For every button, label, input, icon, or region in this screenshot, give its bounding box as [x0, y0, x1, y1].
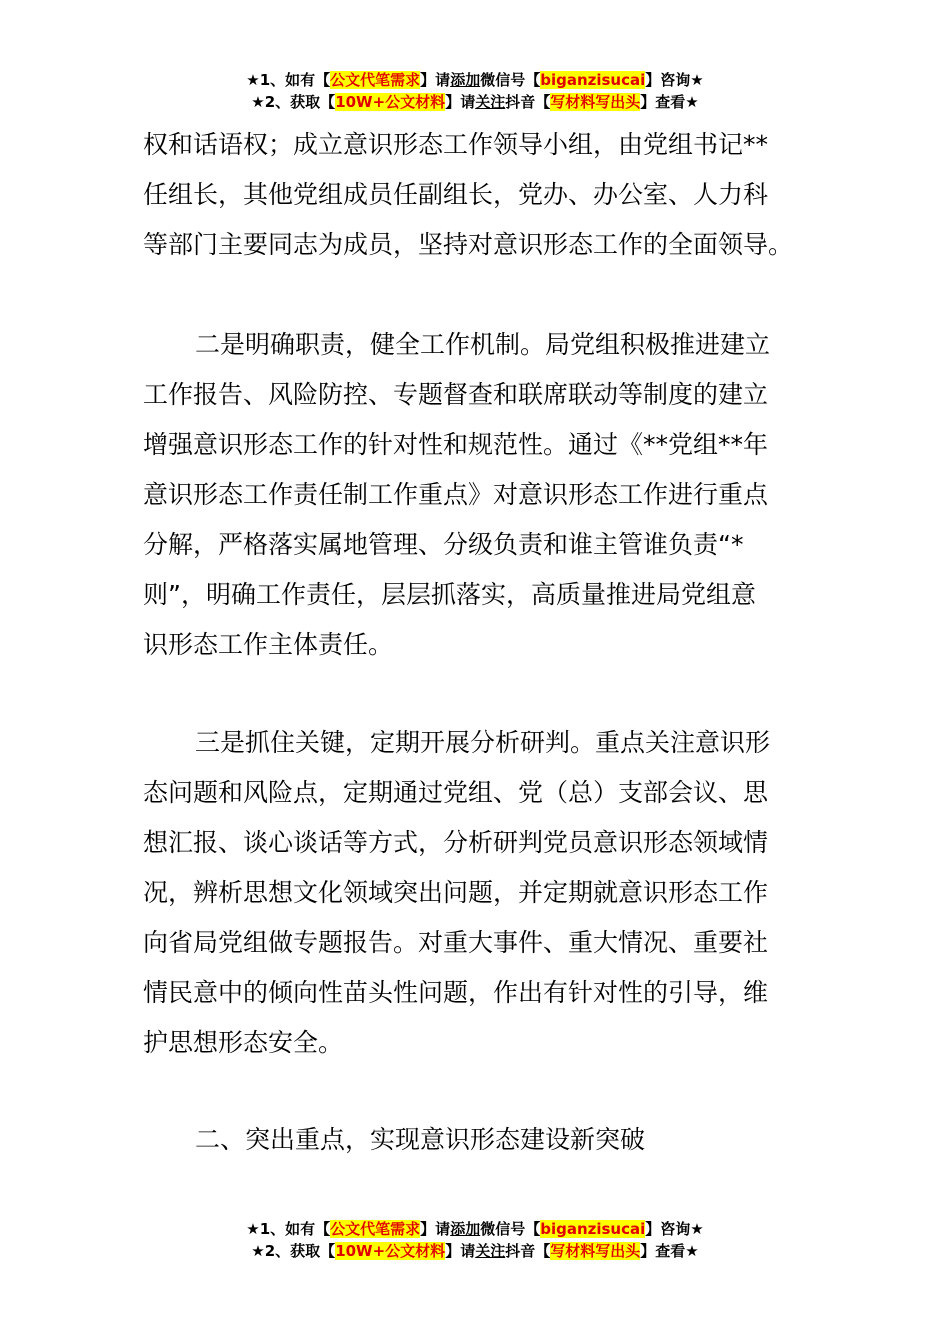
banner-text: 微信号【 — [480, 71, 541, 89]
banner-text: 微信号【 — [480, 1220, 541, 1238]
banner-line-1 — [0, 1218, 950, 1240]
banner-highlight: biganzisucai — [540, 71, 646, 89]
banner-underline: 关注 — [475, 93, 506, 111]
banner-text: 】请 — [420, 1220, 451, 1238]
banner-highlight: 写材料写出头 — [550, 1242, 641, 1260]
banner-text: 】咨询★ — [645, 1220, 704, 1238]
text-line: 况，辨析思想文化领域突出问题，并定期就意识形态工作 — [143, 878, 769, 907]
banner-line-2 — [0, 1240, 950, 1262]
banner-text: 】请 — [445, 93, 476, 111]
text-line: 分解，严格落实属地管理、分级负责和谁主管谁负责“* — [143, 530, 744, 559]
banner-highlight: 写材料写出头 — [550, 93, 641, 111]
footer-banner — [0, 1218, 950, 1262]
text-line: 工作报告、风险防控、专题督查和联席联动等制度的建立 — [143, 380, 769, 409]
banner-text: 】咨询★ — [645, 71, 704, 89]
text-line: 等部门主要同志为成员，坚持对意识形态工作的全面领导。 — [143, 230, 794, 259]
text-line: 识形态工作主体责任。 — [143, 630, 394, 659]
text-line: 增强意识形态工作的针对性和规范性。通过《**党组**年 — [143, 430, 769, 459]
text-line: 则”，明确工作责任，层层抓落实，高质量推进局党组意 — [143, 580, 756, 609]
banner-text: ★2、获取【 — [251, 93, 336, 111]
heading-text: 二、突出重点，实现意识形态建设新突破 — [195, 1125, 646, 1154]
banner-text: 抖音【 — [505, 1242, 551, 1260]
text-line: 护思想形态安全。 — [143, 1028, 344, 1057]
banner-highlight: biganzisucai — [540, 1220, 646, 1238]
text-line: 想汇报、谈心谈话等方式，分析研判党员意识形态领域情 — [143, 828, 769, 857]
banner-text: 】请 — [445, 1242, 476, 1260]
text-line: 情民意中的倾向性苗头性问题，作出有针对性的引导，维 — [143, 978, 769, 1007]
banner-highlight: 10W+公文材料 — [335, 93, 446, 111]
banner-text: ★1、如有【 — [246, 1220, 331, 1238]
text-line: 二是明确职责，健全工作机制。局党组积极推进建立 — [195, 330, 771, 359]
text-line: 任组长，其他党组成员任副组长，党办、办公室、人力科 — [143, 180, 769, 209]
banner-text: 抖音【 — [505, 93, 551, 111]
banner-text: 】查看★ — [640, 93, 699, 111]
banner-text: 】请 — [420, 71, 451, 89]
banner-line-2 — [0, 91, 950, 113]
text-line: 意识形态工作责任制工作重点》对意识形态工作进行重点 — [143, 480, 769, 509]
banner-underline: 关注 — [475, 1242, 506, 1260]
paragraph-1 — [143, 120, 811, 270]
banner-text: ★2、获取【 — [251, 1242, 336, 1260]
banner-underline: 添加 — [450, 1220, 481, 1238]
banner-text: 】查看★ — [640, 1242, 699, 1260]
banner-line-1 — [0, 69, 950, 91]
banner-text: ★1、如有【 — [246, 71, 331, 89]
text-line: 权和话语权；成立意识形态工作领导小组，由党组书记** — [143, 130, 769, 159]
paragraph-3 — [143, 718, 811, 1068]
banner-highlight: 10W+公文材料 — [335, 1242, 446, 1260]
banner-underline: 添加 — [450, 71, 481, 89]
banner-highlight: 公文代笔需求 — [330, 1220, 421, 1238]
text-line: 态问题和风险点，定期通过党组、党（总）支部会议、思 — [143, 778, 769, 807]
banner-highlight: 公文代笔需求 — [330, 71, 421, 89]
header-banner — [0, 69, 950, 113]
paragraph-2 — [143, 320, 811, 670]
section-heading — [143, 1115, 811, 1165]
text-line: 向省局党组做专题报告。对重大事件、重大情况、重要社 — [143, 928, 769, 957]
text-line: 三是抓住关键，定期开展分析研判。重点关注意识形 — [195, 728, 771, 757]
